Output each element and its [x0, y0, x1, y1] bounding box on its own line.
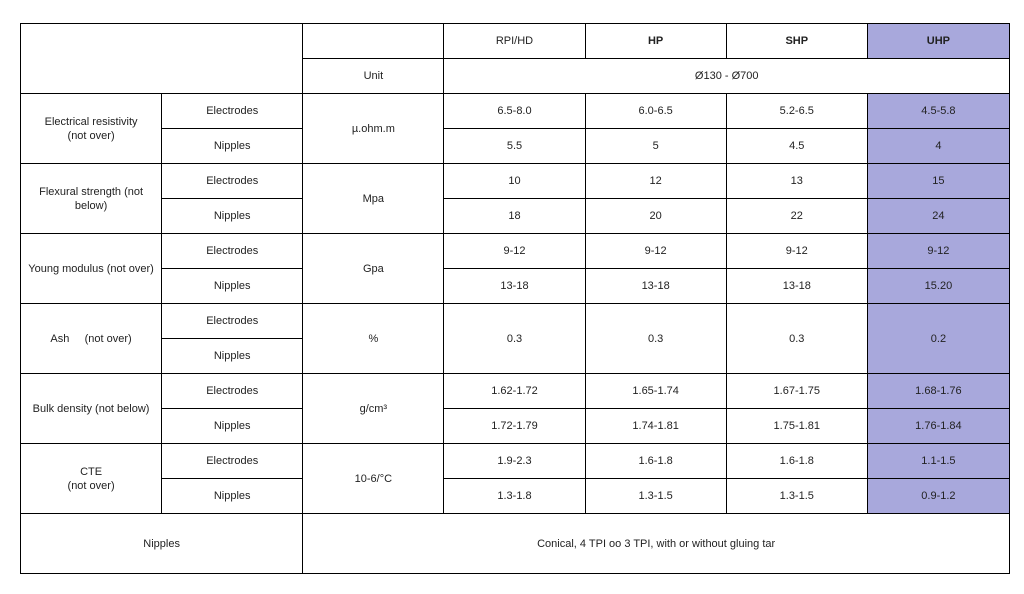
value-cell: 1.72-1.79: [444, 409, 585, 444]
grade-spec-table: [20, 23, 1010, 574]
unit-label: Unit: [303, 59, 444, 94]
sub-label: Nipples: [162, 339, 303, 374]
value-cell: 13-18: [585, 269, 726, 304]
property-unit: µ.ohm.m: [303, 94, 444, 164]
value-cell: 13-18: [444, 269, 585, 304]
table-row: [21, 269, 1010, 304]
value-cell: 20: [585, 199, 726, 234]
sub-label: Electrodes: [162, 304, 303, 339]
value-cell: 6.5-8.0: [444, 94, 585, 129]
grade-header-row: [21, 24, 1010, 59]
value-cell: 1.75-1.81: [726, 409, 867, 444]
value-cell: 1.67-1.75: [726, 374, 867, 409]
value-cell: 1.3-1.5: [585, 479, 726, 514]
table-row: [21, 444, 1010, 479]
value-cell: 5.2-6.5: [726, 94, 867, 129]
value-cell-highlighted: 24: [867, 199, 1009, 234]
sub-label: Electrodes: [162, 444, 303, 479]
value-cell: 12: [585, 164, 726, 199]
value-cell-highlighted: 1.76-1.84: [867, 409, 1009, 444]
grade-header: HP: [585, 24, 726, 59]
footer-label: Nipples: [21, 514, 303, 574]
table-row: [21, 234, 1010, 269]
value-cell: 5: [585, 129, 726, 164]
value-cell-highlighted: 1.68-1.76: [867, 374, 1009, 409]
value-cell-highlighted: 0.2: [867, 304, 1009, 374]
sub-label: Electrodes: [162, 164, 303, 199]
table-row: [21, 94, 1010, 129]
value-cell: 13-18: [726, 269, 867, 304]
value-cell: 0.3: [444, 304, 585, 374]
property-unit: g/cm³: [303, 374, 444, 444]
table-row: [21, 374, 1010, 409]
table-row: [21, 129, 1010, 164]
property-unit: 10-6/°C: [303, 444, 444, 514]
value-cell: 22: [726, 199, 867, 234]
table-row: [21, 304, 1010, 339]
value-cell: 9-12: [444, 234, 585, 269]
value-cell: 13: [726, 164, 867, 199]
property-name: Bulk density (not below): [21, 374, 162, 444]
value-cell: 6.0-6.5: [585, 94, 726, 129]
grade-header-highlighted: UHP: [867, 24, 1009, 59]
value-cell: 1.3-1.5: [726, 479, 867, 514]
value-cell-highlighted: 9-12: [867, 234, 1009, 269]
sub-label: Electrodes: [162, 94, 303, 129]
value-cell-highlighted: 4: [867, 129, 1009, 164]
value-cell: 1.62-1.72: [444, 374, 585, 409]
property-name: CTE (not over): [21, 444, 162, 514]
grade-header: SHP: [726, 24, 867, 59]
value-cell: 0.3: [726, 304, 867, 374]
value-cell: 1.6-1.8: [726, 444, 867, 479]
sub-label: Electrodes: [162, 374, 303, 409]
value-cell-highlighted: 4.5-5.8: [867, 94, 1009, 129]
table-row: [21, 479, 1010, 514]
property-name: Flexural strength (not below): [21, 164, 162, 234]
value-cell: 4.5: [726, 129, 867, 164]
footer-row: [21, 514, 1010, 574]
property-unit: Gpa: [303, 234, 444, 304]
corner-cell: [21, 24, 303, 94]
property-unit: Mpa: [303, 164, 444, 234]
table-row: [21, 199, 1010, 234]
sub-label: Nipples: [162, 269, 303, 304]
value-cell: 1.9-2.3: [444, 444, 585, 479]
sub-label: Nipples: [162, 479, 303, 514]
property-name: Electrical resistivity (not over): [21, 94, 162, 164]
table-row: [21, 409, 1010, 444]
value-cell: 1.3-1.8: [444, 479, 585, 514]
footer-value: Conical, 4 TPI oo 3 TPI, with or without gluing tar: [303, 514, 1010, 574]
property-name: Ash (not over): [21, 304, 162, 374]
value-cell: 0.3: [585, 304, 726, 374]
size-range: Ø130 - Ø700: [444, 59, 1010, 94]
grade-header: RPI/HD: [444, 24, 585, 59]
value-cell: 5.5: [444, 129, 585, 164]
value-cell: 18: [444, 199, 585, 234]
value-cell: 9-12: [726, 234, 867, 269]
value-cell-highlighted: 1.1-1.5: [867, 444, 1009, 479]
value-cell: 9-12: [585, 234, 726, 269]
property-unit: %: [303, 304, 444, 374]
sub-label: Electrodes: [162, 234, 303, 269]
value-cell: 10: [444, 164, 585, 199]
value-cell-highlighted: 15.20: [867, 269, 1009, 304]
value-cell-highlighted: 15: [867, 164, 1009, 199]
value-cell-highlighted: 0.9-1.2: [867, 479, 1009, 514]
property-name: Young modulus (not over): [21, 234, 162, 304]
header-blank-cell: [303, 24, 444, 59]
sub-label: Nipples: [162, 129, 303, 164]
value-cell: 1.74-1.81: [585, 409, 726, 444]
sub-label: Nipples: [162, 409, 303, 444]
sub-label: Nipples: [162, 199, 303, 234]
table-row: [21, 164, 1010, 199]
value-cell: 1.6-1.8: [585, 444, 726, 479]
value-cell: 1.65-1.74: [585, 374, 726, 409]
